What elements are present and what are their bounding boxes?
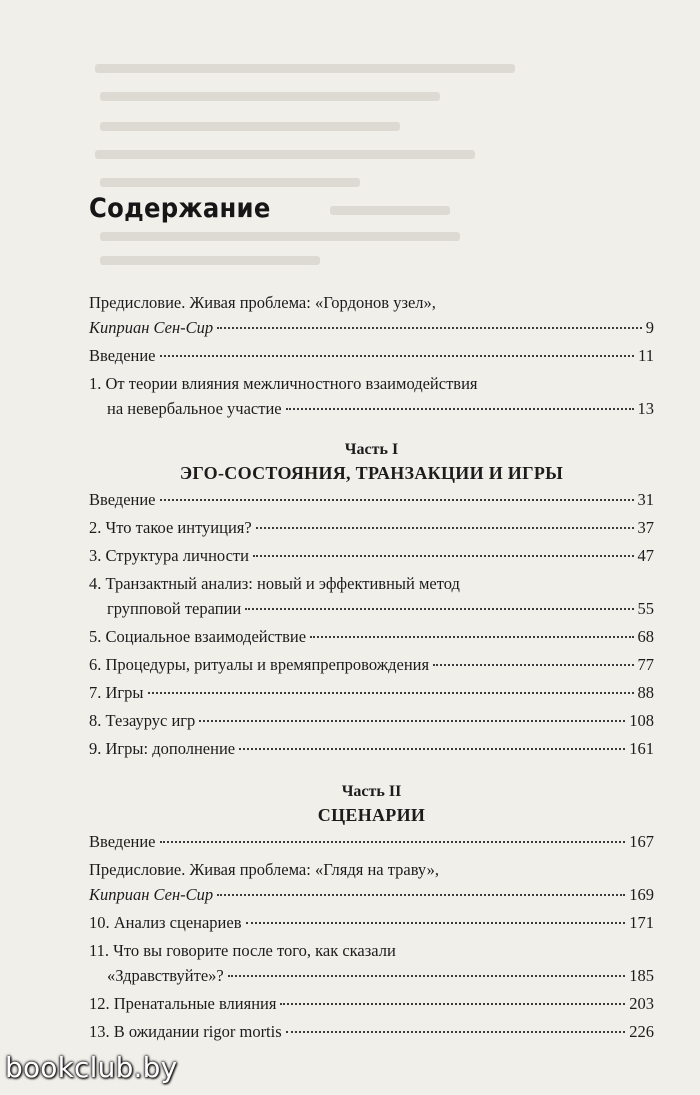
toc-entry-final-line (89, 343, 654, 368)
toc-page-number: 88 (637, 683, 654, 702)
dot-leader (217, 894, 625, 896)
toc-entry-line: 1. От теории влияния межличностного взаимодействия (89, 374, 478, 393)
toc-entry (89, 515, 654, 540)
toc-entry-title: 13. В ожидании rigor mortis (89, 1022, 282, 1041)
toc-page-number: 77 (637, 655, 654, 674)
toc-entry-title: 9. Игры: дополнение (89, 739, 236, 758)
part-label: Часть I (344, 441, 399, 458)
toc-entry-final-line (89, 396, 654, 421)
dot-leader (239, 748, 625, 750)
toc-entry-final-line (89, 708, 654, 733)
dot-leader (148, 692, 634, 694)
toc-entry (89, 736, 654, 761)
toc-page-number: 167 (629, 832, 654, 851)
toc-entry (89, 624, 654, 649)
dot-leader (217, 327, 642, 329)
toc-entry (89, 910, 654, 935)
toc-entry-line: 11. Что вы говорите после того, как сказали (89, 941, 396, 960)
toc-entry-final-line (89, 1019, 654, 1044)
dot-leader (228, 975, 626, 977)
toc-entry (89, 938, 654, 988)
dot-leader (160, 841, 626, 843)
dot-leader (246, 922, 626, 924)
toc-page-number: 11 (638, 346, 654, 365)
toc-page-number: 161 (629, 739, 654, 758)
toc-entry-title: 2. Что такое интуиция? (89, 518, 252, 537)
toc-entry-final-line (89, 963, 654, 988)
toc-entry-title: Введение (89, 346, 156, 365)
toc-entry-title: Введение (89, 490, 156, 509)
toc-page-number: 9 (645, 318, 654, 337)
toc-entry-final-line (89, 736, 654, 761)
toc-entry-final-line (89, 596, 654, 621)
toc-page-number: 185 (629, 966, 654, 985)
toc-entry-final-line (89, 680, 654, 705)
toc-entry (89, 1019, 654, 1044)
toc-entry (89, 343, 654, 368)
dot-leader (286, 1031, 626, 1033)
toc-page-number: 55 (637, 599, 654, 618)
toc-entry-title: Киприан Сен-Сир (89, 318, 214, 337)
dot-leader (253, 555, 634, 557)
site-watermark: bookclub.by (5, 1051, 178, 1084)
toc-page-number: 47 (637, 546, 654, 565)
toc-entry-title: 5. Социальное взаимодействие (89, 627, 307, 646)
dot-leader (199, 720, 625, 722)
toc-entry-final-line (89, 910, 654, 935)
toc-page-number: 169 (629, 885, 654, 904)
toc-entry-title: 7. Игры (89, 683, 144, 702)
dot-leader (160, 355, 635, 357)
page-title: Содержание (89, 193, 271, 224)
toc-entry (89, 652, 654, 677)
toc-entry (89, 991, 654, 1016)
toc-page-number: 37 (637, 518, 654, 537)
dot-leader (433, 664, 633, 666)
toc-entry-final-line (89, 624, 654, 649)
part-label: Часть II (341, 783, 402, 800)
toc-page-number: 171 (629, 913, 654, 932)
toc-entry-final-line (89, 991, 654, 1016)
toc-entry (89, 680, 654, 705)
dot-leader (286, 408, 634, 410)
toc-entry (89, 829, 654, 854)
toc-entry-title: на невербальное участие (107, 399, 282, 418)
toc-entry-final-line (89, 652, 654, 677)
dot-leader (245, 608, 633, 610)
part-heading (89, 781, 654, 827)
toc-entry (89, 290, 654, 340)
toc-entry-final-line (89, 882, 654, 907)
toc-entry (89, 487, 654, 512)
toc-entry-final-line (89, 315, 654, 340)
toc-page-number: 226 (629, 1022, 654, 1041)
dot-leader (160, 499, 634, 501)
toc-entry-title: Введение (89, 832, 156, 851)
toc-page-number: 31 (637, 490, 654, 509)
toc-entry-title: групповой терапии (107, 599, 242, 618)
toc-entry-final-line (89, 515, 654, 540)
table-of-contents (89, 290, 654, 1044)
part-heading (89, 439, 654, 485)
toc-page-number: 108 (629, 711, 654, 730)
toc-entry-title: 10. Анализ сценариев (89, 913, 242, 932)
part-title: ЭГО-СОСТОЯНИЯ, ТРАНЗАКЦИИ И ИГРЫ (179, 463, 564, 483)
bleed-through-text (0, 0, 700, 280)
dot-leader (280, 1003, 625, 1005)
toc-entry-line: Предисловие. Живая проблема: «Глядя на траву», (89, 860, 439, 879)
dot-leader (310, 636, 633, 638)
toc-entry (89, 543, 654, 568)
dot-leader (256, 527, 634, 529)
toc-entry-final-line (89, 829, 654, 854)
toc-entry-line: 4. Транзактный анализ: новый и эффективный метод (89, 574, 460, 593)
part-title: СЦЕНАРИИ (317, 805, 426, 825)
toc-entry-final-line (89, 543, 654, 568)
toc-page-number: 13 (637, 399, 654, 418)
toc-entry-title: 6. Процедуры, ритуалы и времяпрепровождения (89, 655, 430, 674)
toc-entry (89, 571, 654, 621)
toc-entry (89, 708, 654, 733)
toc-entry (89, 857, 654, 907)
toc-page-number: 203 (629, 994, 654, 1013)
toc-entry-title: 12. Пренатальные влияния (89, 994, 277, 1013)
toc-entry-title: «Здравствуйте»? (107, 966, 224, 985)
toc-entry-title: Киприан Сен-Сир (89, 885, 214, 904)
toc-entry (89, 371, 654, 421)
toc-entry-final-line (89, 487, 654, 512)
toc-entry-line: Предисловие. Живая проблема: «Гордонов узел», (89, 293, 436, 312)
toc-entry-title: 8. Тезаурус игр (89, 711, 196, 730)
toc-page-number: 68 (637, 627, 654, 646)
toc-entry-title: 3. Структура личности (89, 546, 249, 565)
